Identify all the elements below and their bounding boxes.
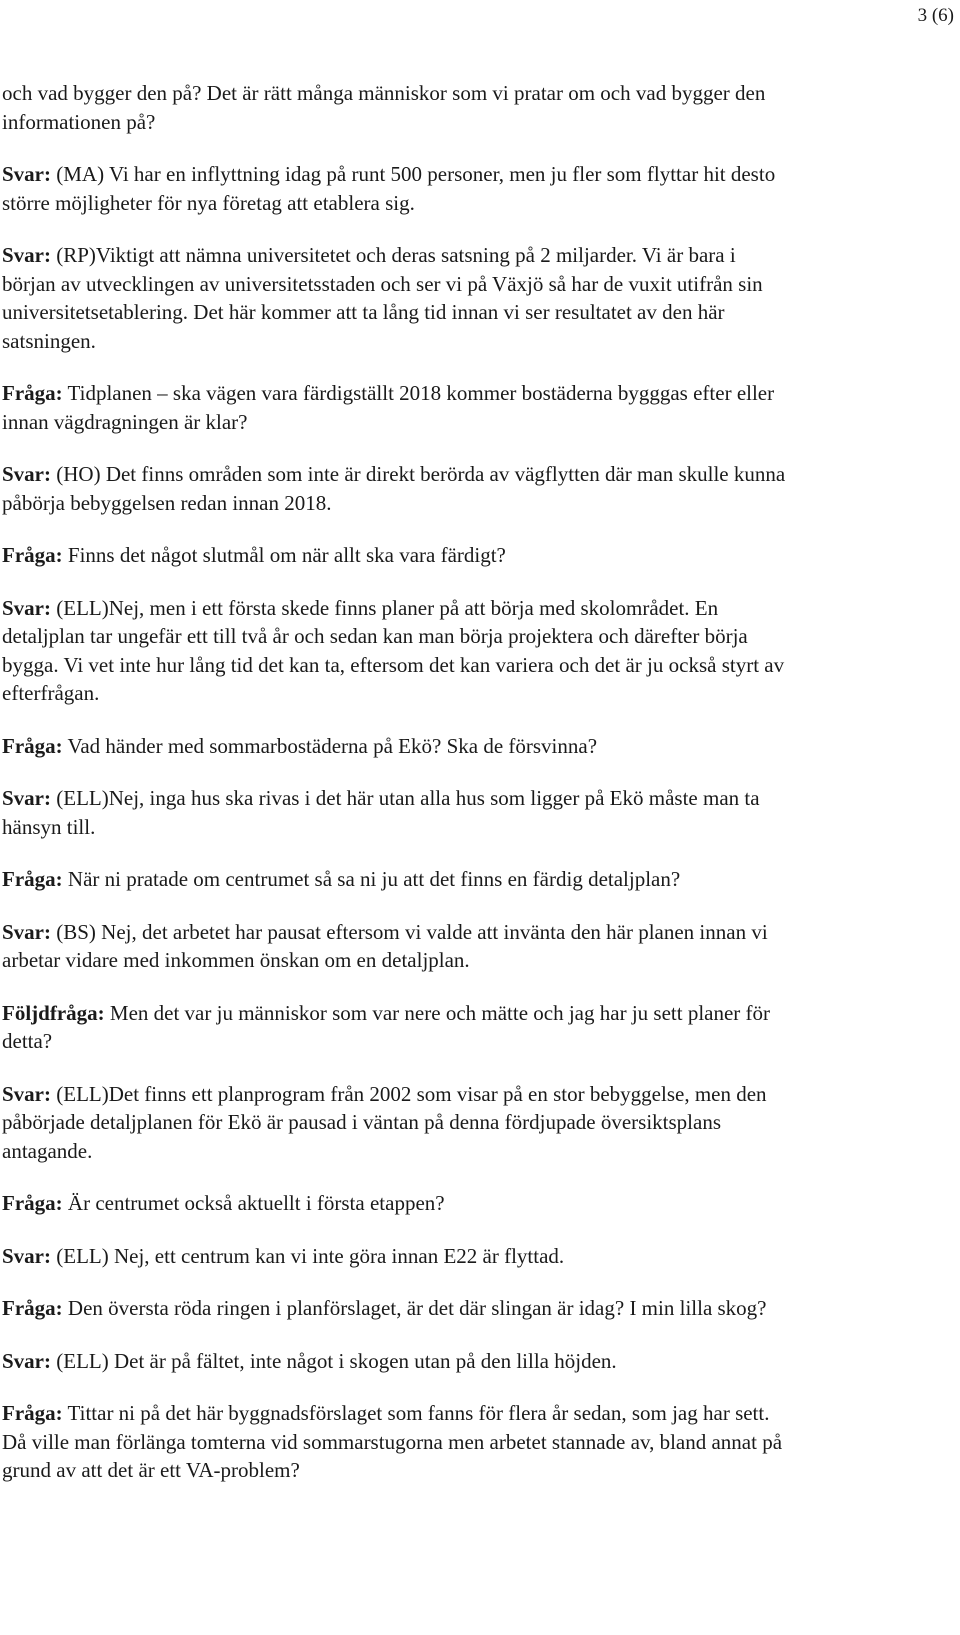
paragraph-text: (ELL)Nej, men i ett första skede finns planer på att börja med skolområdet. En detaljplan tar ungefär ett till två år och sedan kan man börja projektera och därefter börja bygga. Vi vet inte hur lång tid det kan ta, eftersom det kan variera och det är ju också styrt av efterfrågan. <box>2 595 785 705</box>
paragraph-text: När ni pratade om centrumet så sa ni ju att det finns en färdig detaljplan? <box>62 867 681 891</box>
paragraph <box>2 1347 792 1376</box>
paragraph-text: Tittar ni på det här byggnadsförslaget som fanns för flera år sedan, som jag har sett. Då ville man förlänga tomterna vid sommarstugorna men arbetet stannade av, bland annat på grund av att det är ett VA-problem? <box>2 1401 783 1482</box>
paragraph <box>2 999 792 1056</box>
paragraph-text: Men det var ju människor som var nere och mätte och jag har ju sett planer för detta? <box>2 1000 771 1053</box>
speaker-label: Fråga: <box>2 1191 63 1215</box>
paragraph-text: (ELL)Nej, inga hus ska rivas i det här utan alla hus som ligger på Ekö måste man ta hänsyn till. <box>2 786 760 839</box>
paragraph <box>2 1189 792 1218</box>
paragraph <box>2 1294 792 1323</box>
document-body <box>2 79 792 1509</box>
speaker-label: Följdfråga: <box>2 1000 105 1025</box>
paragraph-text: Vad händer med sommarbostäderna på Ekö? Ska de försvinna? <box>62 733 598 758</box>
speaker-label: Svar: <box>2 243 51 267</box>
paragraph-text: (HO) Det finns områden som inte är direkt berörda av vägflytten där man skulle kunna påbörja bebyggelsen redan innan 2018. <box>2 462 786 515</box>
paragraph-text: Är centrumet också aktuellt i första etappen? <box>62 1191 445 1215</box>
paragraph <box>2 1399 792 1485</box>
paragraph <box>2 594 792 708</box>
paragraph-text: (BS) Nej, det arbetet har pausat eftersom vi valde att invänta den här planen innan vi arbetar vidare med inkommen önskan om en detaljplan. <box>2 919 768 972</box>
paragraph-text: Tidplanen – ska vägen vara färdigställt 2018 kommer bostäderna bygggas efter eller innan vägdragningen är klar? <box>2 381 775 434</box>
paragraph <box>2 784 792 841</box>
paragraph-text: (ELL)Det finns ett planprogram från 2002 som visar på en stor bebyggelse, men den påbörjade detaljplanen för Ekö är pausad i väntan på denna fördjupade översiktsplans antagande. <box>2 1081 767 1163</box>
paragraph <box>2 160 792 217</box>
paragraph <box>2 541 792 570</box>
speaker-label: Svar: <box>2 595 51 620</box>
paragraph-text: (RP)Viktigt att nämna universitetet och deras satsning på 2 miljarder. Vi är bara i början av utvecklingen av universitetsstaden och ser vi på Växjö så har de vuxit utifrån sin universitetsetablering. Det här kommer att ta lång tid innan vi ser resultatet av den här satsningen. <box>2 243 763 353</box>
speaker-label: Svar: <box>2 1243 51 1268</box>
speaker-label: Svar: <box>2 919 51 944</box>
speaker-label: Fråga: <box>2 381 63 405</box>
paragraph <box>2 918 792 975</box>
speaker-label: Svar: <box>2 462 51 486</box>
paragraph <box>2 865 792 894</box>
speaker-label: Fråga: <box>2 1401 63 1425</box>
page-number: 3 (6) <box>917 5 954 26</box>
paragraph-text: (ELL) Det är på fältet, inte något i skogen utan på den lilla höjden. <box>51 1348 617 1373</box>
speaker-label: Svar: <box>2 162 51 186</box>
paragraph-text: (ELL) Nej, ett centrum kan vi inte göra innan E22 är flyttad. <box>51 1243 565 1268</box>
speaker-label: Fråga: <box>2 543 63 567</box>
paragraph <box>2 79 792 136</box>
paragraph-text: (MA) Vi har en inflyttning idag på runt 500 personer, men ju fler som flyttar hit desto större möjligheter för nya företag att etablera sig. <box>2 162 776 215</box>
speaker-label: Fråga: <box>2 733 63 758</box>
paragraph-text: Den översta röda ringen i planförslaget, är det där slingan är idag? I min lilla skog? <box>62 1296 767 1320</box>
paragraph <box>2 1242 792 1271</box>
paragraph-text: och vad bygger den på? Det är rätt många människor som vi pratar om och vad bygger den informationen på? <box>2 81 766 134</box>
paragraph-text: Finns det något slutmål om när allt ska vara färdigt? <box>62 543 506 567</box>
speaker-label: Fråga: <box>2 1296 63 1320</box>
paragraph <box>2 241 792 355</box>
paragraph <box>2 1080 792 1166</box>
speaker-label: Svar: <box>2 786 51 810</box>
paragraph <box>2 379 792 436</box>
paragraph <box>2 732 792 761</box>
paragraph <box>2 460 792 517</box>
speaker-label: Svar: <box>2 1348 51 1373</box>
speaker-label: Fråga: <box>2 867 63 891</box>
speaker-label: Svar: <box>2 1081 51 1106</box>
